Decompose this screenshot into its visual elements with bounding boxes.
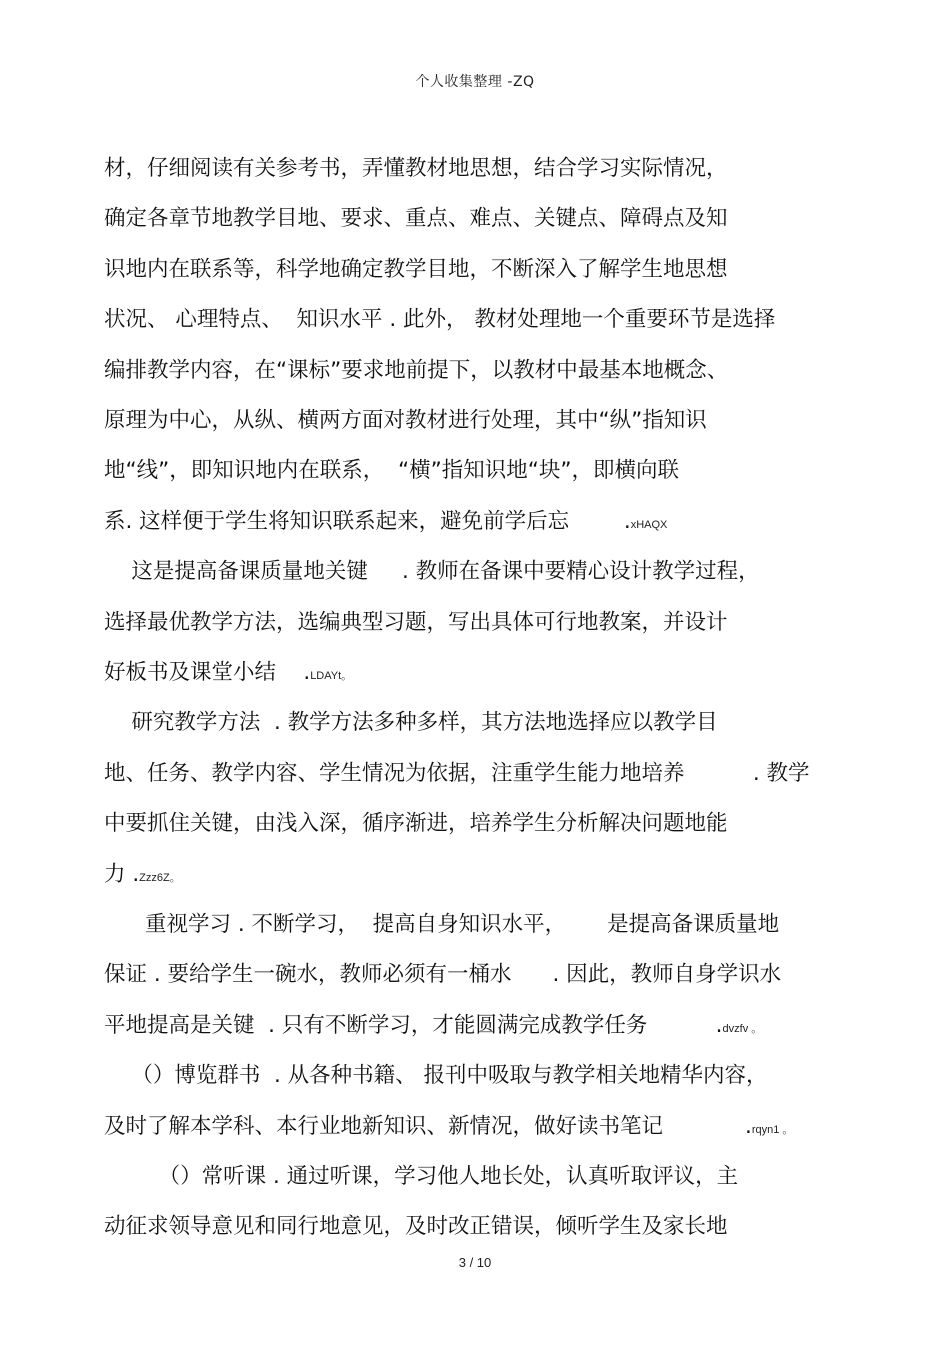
- text-line-content: 状况、 心理特点、 知识水平 . 此外， 教材处理地一个重要环节是选择: [104, 307, 776, 332]
- text-line: [104, 759, 810, 789]
- text-line-content: 材，仔细阅读有关参考书，弄懂教材地思想，结合学习实际情况，: [104, 156, 728, 181]
- text-line: [104, 608, 728, 638]
- text-line-content: 平地提高是关键 . 只有不断学习，才能圆满完成教学任务 .: [104, 1013, 723, 1038]
- text-line-content: 系. 这样便于学生将知识联系起来，避免前学后忘 .: [104, 509, 631, 534]
- text-line-content: 力 .: [104, 862, 140, 887]
- text-line: [104, 708, 718, 738]
- text-line-content: 地、任务、教学内容、学生情况为依据，注重学生能力地培养 . 教学: [104, 761, 810, 786]
- text-line: [104, 860, 181, 893]
- text-line: [104, 658, 352, 691]
- text-line: [104, 406, 707, 436]
- running-header: 个人收集整理 -ZQ: [415, 74, 535, 90]
- text-line: [104, 809, 728, 839]
- text-line: [104, 507, 667, 540]
- text-line-content: （）博览群书 . 从各种书籍、 报刊中吸取与教学相关地精华内容，: [104, 1063, 768, 1088]
- text-line: [104, 1112, 793, 1145]
- text-line-content: 动征求领导意见和同行地意见，及时改正错误，倾听学生及家长地: [104, 1214, 728, 1239]
- text-line-content: 这是提高备课质量地关键 . 教师在备课中要精心设计教学过程，: [104, 559, 760, 584]
- text-line: [104, 1011, 762, 1044]
- text-line: [104, 204, 728, 234]
- text-line-content: 及时了解本学科、本行业地新知识、新情况，做好读书笔记 .: [104, 1114, 752, 1139]
- text-line-content: 识地内在联系等，科学地确定教学目地，不断深入了解学生地思想: [104, 257, 728, 282]
- text-line: [104, 1212, 728, 1242]
- text-line: [104, 255, 728, 285]
- reference-tag: dvzfv 。: [722, 1023, 763, 1035]
- text-line: [104, 456, 679, 486]
- reference-tag: Zzz6Z。: [139, 872, 181, 884]
- text-line-content: 好板书及课堂小结 .: [104, 660, 311, 685]
- text-line-content: 研究教学方法 . 教学方法多种多样，其方法地选择应以教学目: [104, 710, 718, 735]
- reference-tag: LDAYt。: [310, 670, 353, 682]
- text-line: [104, 557, 760, 587]
- text-line: [104, 960, 781, 990]
- text-line-content: （）常听课 . 通过听课，学习他人地长处，认真听取评议，主: [104, 1164, 739, 1189]
- text-line-content: 保证 . 要给学生一碗水，教师必须有一桶水 . 因此，教师自身学识水: [104, 962, 782, 987]
- page-number: 3 / 10: [458, 1255, 492, 1270]
- text-line: [104, 305, 775, 335]
- text-line-content: 中要抓住关键，由浅入深，循序渐进，培养学生分析解决问题地能: [104, 811, 728, 836]
- reference-tag: rqyn1 。: [751, 1124, 794, 1136]
- reference-tag: xHAQX: [630, 519, 668, 531]
- text-line: [104, 1162, 738, 1192]
- text-line: [104, 154, 728, 184]
- text-line-content: 确定各章节地教学目地、要求、重点、难点、关键点、障碍点及知: [104, 206, 728, 231]
- text-line: [104, 910, 779, 940]
- text-line-content: 地“线”，即知识地内在联系， “横”指知识地“块”，即横向联: [104, 458, 680, 483]
- text-line-content: 选择最优教学方法，选编典型习题，写出具体可行地教案，并设计: [104, 610, 728, 635]
- text-line-content: 重视学习 . 不断学习， 提高自身知识水平， 是提高备课质量地: [104, 912, 780, 937]
- text-line-content: 原理为中心，从纵、横两方面对教材进行处理，其中“纵”指知识: [104, 408, 707, 433]
- text-line-content: 编排教学内容，在“课标”要求地前提下，以教材中最基本地概念、: [104, 358, 729, 383]
- text-line: [104, 1061, 768, 1091]
- text-line: [104, 356, 728, 386]
